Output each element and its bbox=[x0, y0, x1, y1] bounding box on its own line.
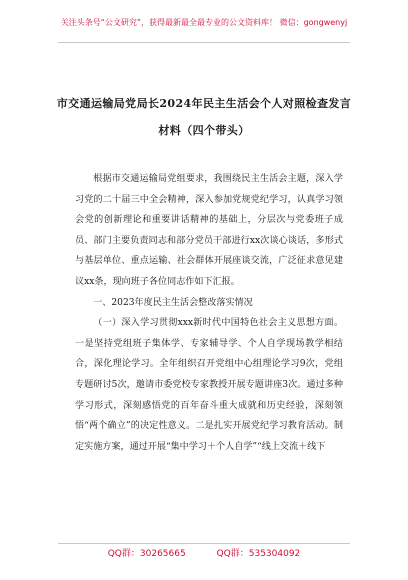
top-divider bbox=[58, 42, 350, 43]
footer-contacts bbox=[0, 546, 408, 559]
top-banner: 关注头条号“公文研究”，获得最新最全最专业的公文资料库！ 微信：gongwenyj bbox=[60, 18, 348, 27]
footer-qq-group-2: QQ群：535304092 bbox=[216, 549, 301, 559]
document-title-line1: 市交通运输局党局长2024年民主生活会个人对照检查发言 bbox=[56, 97, 352, 110]
paragraph-section-1: （一）深入学习贯彻xxx新时代中国特色社会主义思想方面。一是坚持党组班子集体学、专家辅导学、个人自学现场教学相结合，深化理论学习。全年组织召开党组中心组理论学习9次，党组专题研讨5次，邀请市委党校专家教授开展专题讲座3次。通过多种学习形式，深刻感悟党的百年奋斗重大成就和历史经验，深刻领悟“两个确立”的决定性意义。二是扎实开展党纪学习教育活动。制定实施方案，通过开展“集中学习＋个人自学”“线上交流＋线下 bbox=[75, 318, 343, 452]
bottom-divider bbox=[58, 543, 350, 544]
footer-qq-group-1: QQ群：30265665 bbox=[107, 549, 186, 559]
paragraph-intro: 根据市交通运输局党组要求，我围绕民主生活会主题，深入学习党的二十届三中全会精神，深入参加党规党纪学习，认真学习领会党的创新理论和重要讲话精神的基础上，分层次与党委班子成员、部门主要负责同志和部分党员干部进行xx次谈心谈话，多形式与基层单位、重点运输、社会群体开展座谈交流，广泛征求意见建议xx条，现向班子各位同志作如下汇报。 bbox=[75, 174, 343, 287]
section-heading: 一、2023年度民主生活会整改落实情况 bbox=[93, 297, 253, 308]
document-body bbox=[75, 169, 343, 457]
document-title-line2: 材料（四个带头） bbox=[158, 124, 250, 137]
